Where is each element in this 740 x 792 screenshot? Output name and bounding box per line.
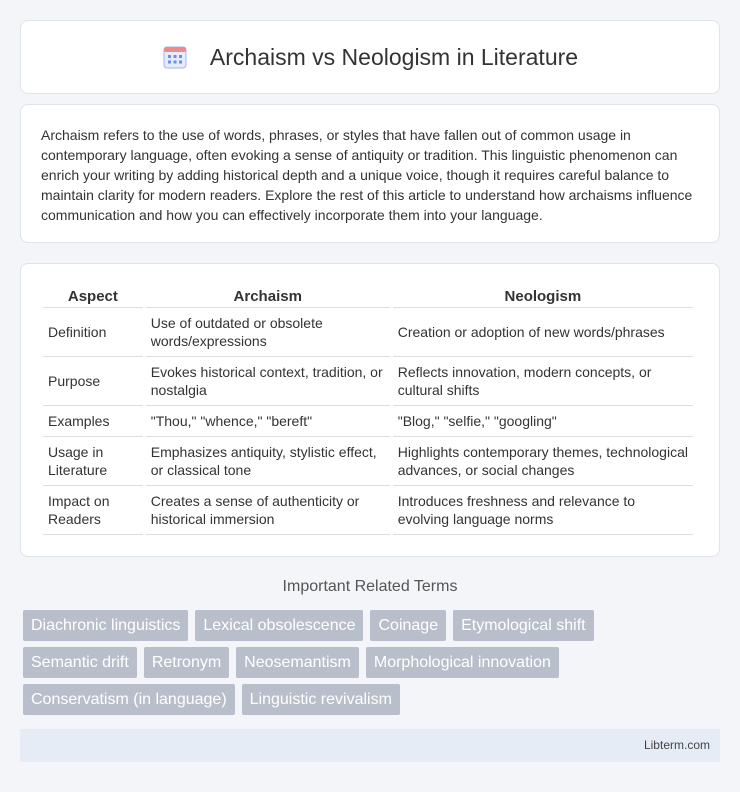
- tag-semantic-drift[interactable]: Semantic drift: [23, 647, 137, 678]
- table-cell: Impact on Readers: [43, 486, 143, 535]
- column-header-neologism: Neologism: [393, 282, 693, 308]
- table-header-row: [43, 282, 693, 308]
- intro-card: [20, 104, 720, 243]
- column-header-aspect: Aspect: [43, 282, 143, 308]
- table-cell: Introduces freshness and relevance to evolving language norms: [393, 486, 693, 535]
- related-terms-list: [23, 610, 723, 721]
- table-cell: Usage in Literature: [43, 437, 143, 486]
- tag-row: [23, 684, 723, 715]
- table-row: [43, 406, 693, 437]
- table-cell: Evokes historical context, tradition, or nostalgia: [146, 357, 390, 406]
- calendar-grid-icon: [162, 44, 188, 70]
- table-cell: Highlights contemporary themes, technological advances, or social changes: [393, 437, 693, 486]
- table-cell: Reflects innovation, modern concepts, or cultural shifts: [393, 357, 693, 406]
- table-cell: Purpose: [43, 357, 143, 406]
- table-cell: Emphasizes antiquity, stylistic effect, or classical tone: [146, 437, 390, 486]
- column-header-archaism: Archaism: [146, 282, 390, 308]
- tag-etymological-shift[interactable]: Etymological shift: [453, 610, 594, 641]
- tag-row: [23, 647, 723, 678]
- table-row: [43, 357, 693, 406]
- table-cell: "Thou," "whence," "bereft": [146, 406, 390, 437]
- comparison-table: [40, 282, 696, 535]
- table-row: [43, 308, 693, 357]
- table-cell: Creates a sense of authenticity or historical immersion: [146, 486, 390, 535]
- table-cell: "Blog," "selfie," "googling": [393, 406, 693, 437]
- tag-retronym[interactable]: Retronym: [144, 647, 229, 678]
- tag-morphological-innovation[interactable]: Morphological innovation: [366, 647, 559, 678]
- tag-coinage[interactable]: Coinage: [370, 610, 446, 641]
- page-title: Archaism vs Neologism in Literature: [209, 43, 579, 70]
- intro-text: Archaism refers to the use of words, phrases, or styles that have fallen out of common usage in contemporary language, often evoking a sense of antiquity or tradition. This linguistic phenomenon can enrich your writing by adding historical depth and a unique voice, though it requires careful balance to maintain clarity for modern readers. Explore the rest of this article to understand how archaisms influence communication and how you can effectively incorporate them into your language.: [41, 127, 693, 223]
- footer-brand-link[interactable]: Libterm.com: [643, 738, 710, 752]
- tag-linguistic-revivalism[interactable]: Linguistic revivalism: [242, 684, 400, 715]
- related-terms-title: Important Related Terms: [282, 578, 458, 595]
- table-cell: Examples: [43, 406, 143, 437]
- footer: [20, 729, 720, 762]
- tag-conservatism[interactable]: Conservatism (in language): [23, 684, 235, 715]
- tag-row: [23, 610, 723, 641]
- table-cell: Creation or adoption of new words/phrases: [393, 308, 693, 357]
- header-card: [20, 20, 720, 94]
- comparison-table-card: [20, 263, 720, 557]
- table-cell: Definition: [43, 308, 143, 357]
- table-row: [43, 486, 693, 535]
- table-row: [43, 437, 693, 486]
- tag-diachronic-linguistics[interactable]: Diachronic linguistics: [23, 610, 188, 641]
- tag-neosemantism[interactable]: Neosemantism: [236, 647, 359, 678]
- table-cell: Use of outdated or obsolete words/expressions: [146, 308, 390, 357]
- tag-lexical-obsolescence[interactable]: Lexical obsolescence: [195, 610, 363, 641]
